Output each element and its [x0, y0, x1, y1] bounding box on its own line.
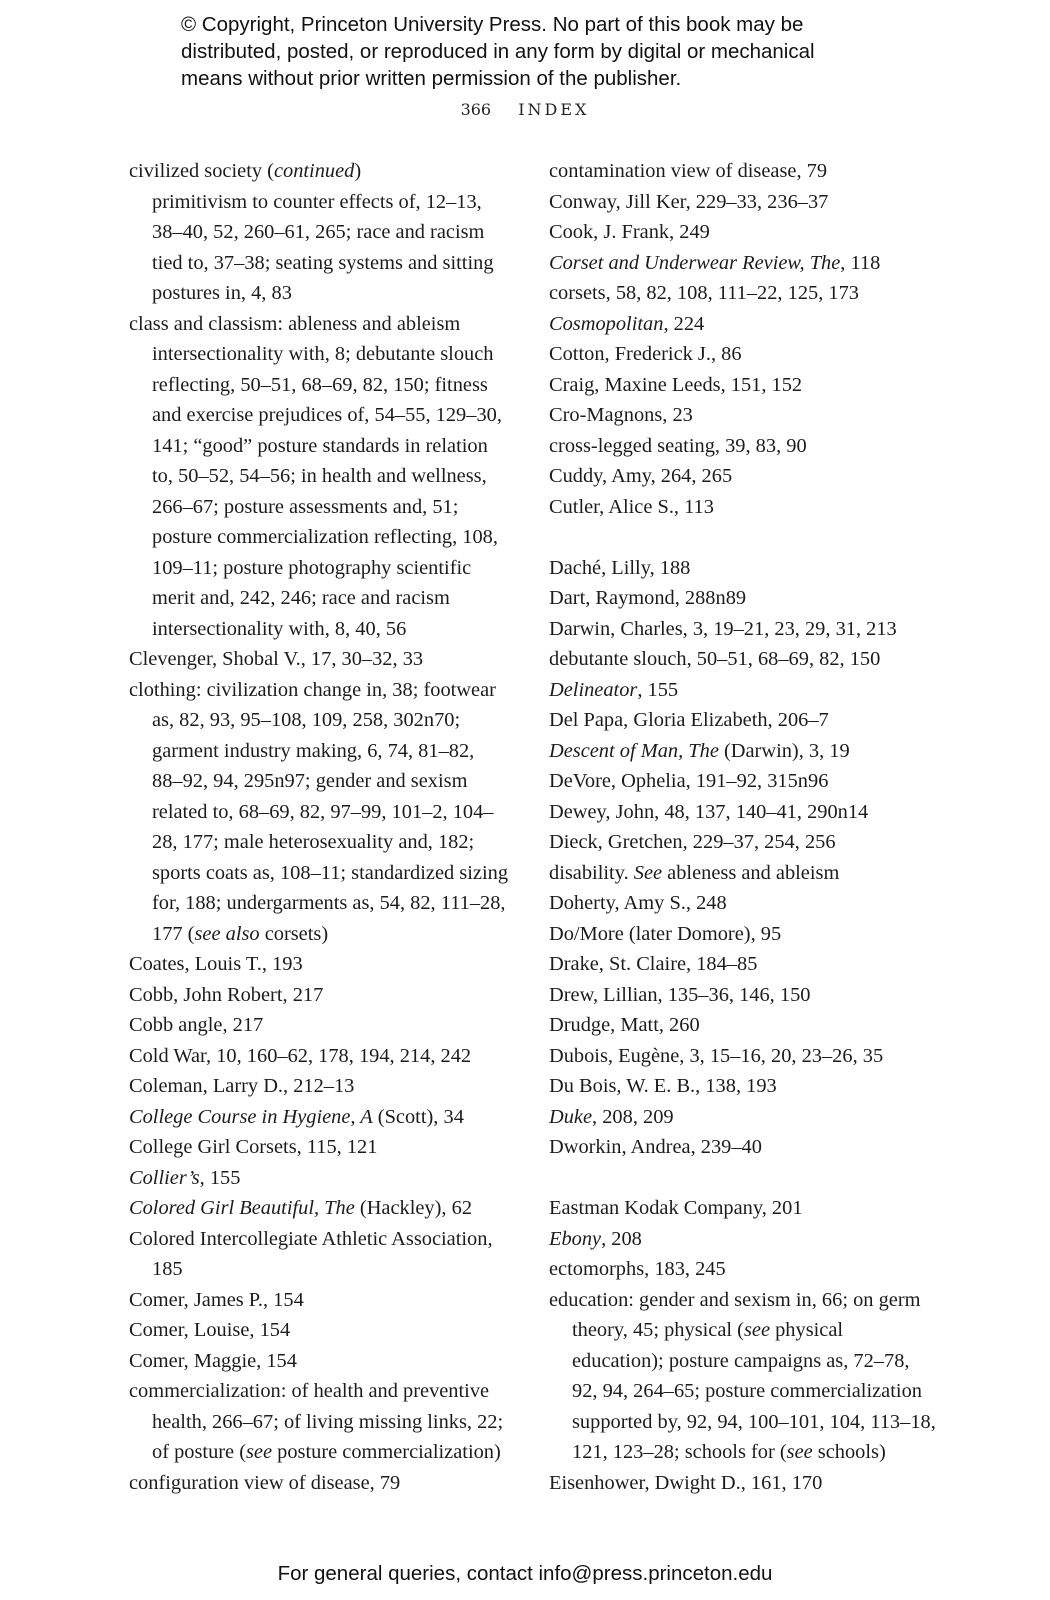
copyright-line: distributed, posted, or reproduced in any form by digital or mechanical	[181, 40, 815, 63]
index-entry-italic-text: see	[246, 1441, 273, 1463]
index-entry	[129, 1193, 509, 1224]
index-entry-text: Comer, Maggie, 154	[129, 1349, 297, 1372]
index-entry-text: Du Bois, W. E. B., 138, 193	[549, 1075, 777, 1097]
index-entry-text: posture commercialization)	[272, 1441, 501, 1463]
index-entry	[129, 1041, 509, 1072]
index-column-right	[549, 156, 939, 1498]
index-entry-text: Cobb, John Robert, 217	[129, 983, 324, 1006]
index-entry-text: Drew, Lillian, 135–36, 146, 150	[549, 983, 811, 1006]
index-entry	[549, 553, 939, 584]
index-entry-italic-text: Delineator	[549, 678, 638, 701]
index-entry	[129, 309, 509, 645]
index-entry	[129, 1163, 509, 1194]
index-entry-italic-text: Cosmopolitan	[549, 312, 664, 335]
index-entry	[549, 614, 939, 645]
index-entry-text: Cook, J. Frank, 249	[549, 221, 710, 243]
index-entry-italic-text: Collier’s	[129, 1166, 200, 1189]
index-entry	[549, 583, 939, 614]
index-entry-italic-text: Ebony	[549, 1227, 602, 1250]
index-entry	[129, 1224, 509, 1285]
index-entry	[549, 797, 939, 828]
index-entry-text: Darwin, Charles, 3, 19–21, 23, 29, 31, 213	[549, 617, 897, 640]
index-entry	[549, 949, 939, 980]
index-entry-text: Comer, James P., 154	[129, 1288, 304, 1311]
index-entry-text: cross-legged seating, 39, 83, 90	[549, 434, 807, 457]
index-entry	[549, 1254, 939, 1285]
index-entry-text: Dart, Raymond, 288n89	[549, 587, 747, 609]
index-entry-text: corsets)	[259, 922, 329, 945]
index-entry-text: Coates, Louis T., 193	[129, 953, 303, 975]
index-entry	[549, 461, 939, 492]
index-entry-text: (Darwin), 3, 19	[718, 739, 850, 762]
index-entry	[129, 1010, 509, 1041]
index-entry-text: Cotton, Frederick J., 86	[549, 343, 742, 365]
index-entry-text: , 224	[663, 312, 705, 335]
index-entry-text: Cold War, 10, 160–62, 178, 194, 214, 242	[129, 1044, 472, 1067]
index-entry	[549, 217, 939, 248]
index-entry	[549, 888, 939, 919]
footer-contact: For general queries, contact info@press.princeton.edu	[277, 1562, 773, 1585]
index-entry	[549, 370, 939, 401]
index-entry	[549, 919, 939, 950]
index-entry-text: Craig, Maxine Leeds, 151, 152	[549, 373, 803, 396]
index-entry-text: (Hackley), 62	[354, 1197, 473, 1219]
index-entry-text: Dworkin, Andrea, 239–40	[549, 1136, 762, 1158]
index-entry	[129, 156, 509, 187]
index-entry	[549, 1102, 939, 1133]
index-entry	[549, 858, 939, 889]
index-entry	[129, 949, 509, 980]
index-entry-text: Colored Intercollegiate Athletic Association, 185	[129, 1227, 493, 1280]
index-entry-text: Dubois, Eugène, 3, 15–16, 20, 23–26, 35	[549, 1044, 884, 1067]
index-entry-text: Cuddy, Amy, 264, 265	[549, 465, 733, 487]
index-entry	[129, 187, 509, 309]
index-entry	[549, 766, 939, 797]
index-entry-text: Eastman Kodak Company, 201	[549, 1197, 803, 1219]
index-entry	[549, 980, 939, 1011]
index-entry	[549, 248, 939, 279]
index-entry-text: )	[354, 160, 362, 182]
index-entry	[549, 187, 939, 218]
index-entry-text: , 118	[840, 251, 881, 274]
index-entry-italic-text: Corset and Underwear Review, The	[549, 251, 841, 274]
index-entry	[549, 1071, 939, 1102]
index-column-left	[129, 156, 509, 1498]
index-entry-text: Comer, Louise, 154	[129, 1319, 291, 1341]
index-entry-text: , 155	[199, 1166, 241, 1189]
index-entry-text: , 155	[637, 678, 679, 701]
index-entry-text: contamination view of disease, 79	[549, 160, 828, 182]
index-letter-gap	[549, 522, 939, 553]
index-entry	[129, 1468, 509, 1499]
index-entry-text: Do/More (later Domore), 95	[549, 922, 782, 945]
index-entry-text: ableness and ableism	[662, 861, 840, 884]
index-entry	[549, 1468, 939, 1499]
index-entry	[129, 675, 509, 950]
index-entry	[129, 1071, 509, 1102]
index-entry	[129, 1315, 509, 1346]
index-entry	[549, 156, 939, 187]
index-entry-text: commercialization: of health and preventive health, 266–67; of living missing links, 22; of posture (	[129, 1380, 504, 1463]
index-entry-text: Clevenger, Shobal V., 17, 30–32, 33	[129, 648, 424, 670]
index-entry-text: Dewey, John, 48, 137, 140–41, 290n14	[549, 800, 869, 823]
copyright-line: © Copyright, Princeton University Press. No part of this book may be	[181, 13, 804, 36]
index-entry	[549, 400, 939, 431]
index-letter-gap	[549, 1163, 939, 1194]
index-entry-italic-text: see	[743, 1319, 771, 1341]
index-entry-text: configuration view of disease, 79	[129, 1471, 401, 1494]
index-entry-italic-text: See	[633, 861, 663, 884]
index-entry-text: , 208	[601, 1227, 642, 1250]
index-entry-text: Daché, Lilly, 188	[549, 556, 691, 579]
index-entry-italic-text: Duke	[549, 1105, 593, 1128]
index-entry-text: College Girl Corsets, 115, 121	[129, 1136, 378, 1158]
index-entry	[549, 492, 939, 523]
index-entry	[129, 980, 509, 1011]
index-entry-text: class and classism: ableness and ableism intersectionality with, 8; debutante slouch reflecting, 50–51, 68–69, 82, 150; fitness and exercise prejudices of, 54–55, 129–30, 141; “good” posture standards in relation to, 50–52, 54–56; in health and wellness, 266–67; posture assessments and, 51; posture commercialization reflecting, 108, 109–11; posture photography scientific merit and, 242, 246; race and racism intersectionality with, 8, 40, 56	[129, 312, 502, 640]
index-entry	[129, 1376, 509, 1468]
section-title: INDEX	[518, 100, 590, 119]
index-entry-italic-text: see also	[194, 922, 260, 945]
index-entry	[129, 1346, 509, 1377]
index-entry-text: DeVore, Ophelia, 191–92, 315n96	[549, 770, 829, 792]
index-entry-text: (Scott), 34	[372, 1105, 464, 1128]
index-entry	[549, 736, 939, 767]
index-entry-text: corsets, 58, 82, 108, 111–22, 125, 173	[549, 282, 859, 304]
index-entry-italic-text: Colored Girl Beautiful, The	[129, 1197, 355, 1219]
index-entry-text: Doherty, Amy S., 248	[549, 892, 727, 914]
index-entry	[549, 827, 939, 858]
index-entry-text: Conway, Jill Ker, 229–33, 236–37	[549, 190, 829, 213]
index-entry-text: Del Papa, Gloria Elizabeth, 206–7	[549, 709, 829, 731]
index-entry-text: clothing: civilization change in, 38; footwear as, 82, 93, 95–108, 109, 258, 302n70; garment industry making, 6, 74, 81–82, 88–92, 94, 295n97; gender and sexism related to, 68–69, 82, 97–99, 101–2, 104–28, 177; male heterosexuality and, 182; sports coats as, 108–11; standardized sizing for, 188; undergarments as, 54, 82, 111–28, 177 (	[129, 678, 509, 945]
index-entry	[549, 431, 939, 462]
index-entry-text: disability.	[549, 861, 634, 884]
index-entry	[129, 1285, 509, 1316]
index-entry-text: civilized society (	[129, 160, 274, 182]
index-entry-text: Cro-Magnons, 23	[549, 404, 693, 426]
index-entry	[549, 339, 939, 370]
page-number: 366	[460, 100, 492, 119]
index-entry-italic-text: see	[786, 1441, 813, 1463]
index-entry	[549, 644, 939, 675]
index-entry-text: education: gender and sexism in, 66; on germ theory, 45; physical (	[549, 1288, 921, 1341]
index-entry-text: Eisenhower, Dwight D., 161, 170	[549, 1471, 823, 1494]
index-entry	[549, 1010, 939, 1041]
index-entry-text: Cutler, Alice S., 113	[549, 495, 714, 518]
index-entry	[549, 675, 939, 706]
index-entry-italic-text: continued	[273, 160, 355, 182]
index-entry-text: , 208, 209	[592, 1105, 674, 1128]
index-entry-text: schools)	[812, 1441, 886, 1463]
index-entry-text: primitivism to counter effects of, 12–13, 38–40, 52, 260–61, 265; race and racism tied to, 37–38; seating systems and sitting postures in, 4, 83	[152, 190, 494, 304]
index-entry	[549, 705, 939, 736]
index-entry	[129, 644, 509, 675]
index-entry	[549, 1224, 939, 1255]
index-entry-italic-text: College Course in Hygiene, A	[129, 1105, 373, 1128]
index-entry-text: Drudge, Matt, 260	[549, 1014, 700, 1036]
index-entry	[129, 1132, 509, 1163]
index-entry	[549, 278, 939, 309]
index-entry	[549, 309, 939, 340]
index-entry-text: Dieck, Gretchen, 229–37, 254, 256	[549, 831, 836, 853]
copyright-line: means without prior written permission of the publisher.	[181, 67, 682, 90]
copyright-notice	[181, 11, 941, 92]
index-entry-text: ectomorphs, 183, 245	[549, 1258, 726, 1280]
index-entry	[549, 1285, 939, 1468]
running-head	[0, 100, 1050, 119]
index-entry-text: Drake, St. Claire, 184–85	[549, 953, 758, 975]
index-entry	[549, 1132, 939, 1163]
index-entry-italic-text: Descent of Man, The	[549, 739, 719, 762]
index-entry-text: Coleman, Larry D., 212–13	[129, 1075, 355, 1097]
index-entry-text: debutante slouch, 50–51, 68–69, 82, 150	[549, 648, 881, 670]
index-entry	[549, 1193, 939, 1224]
index-entry	[549, 1041, 939, 1072]
index-entry-text: physical education); posture campaigns as, 72–78, 92, 94, 264–65; posture commercialization supported by, 92, 94, 100–101, 104, 113–18, 121, 123–28; schools for (	[572, 1319, 936, 1463]
index-entry-text: Cobb angle, 217	[129, 1014, 264, 1036]
index-entry	[129, 1102, 509, 1133]
